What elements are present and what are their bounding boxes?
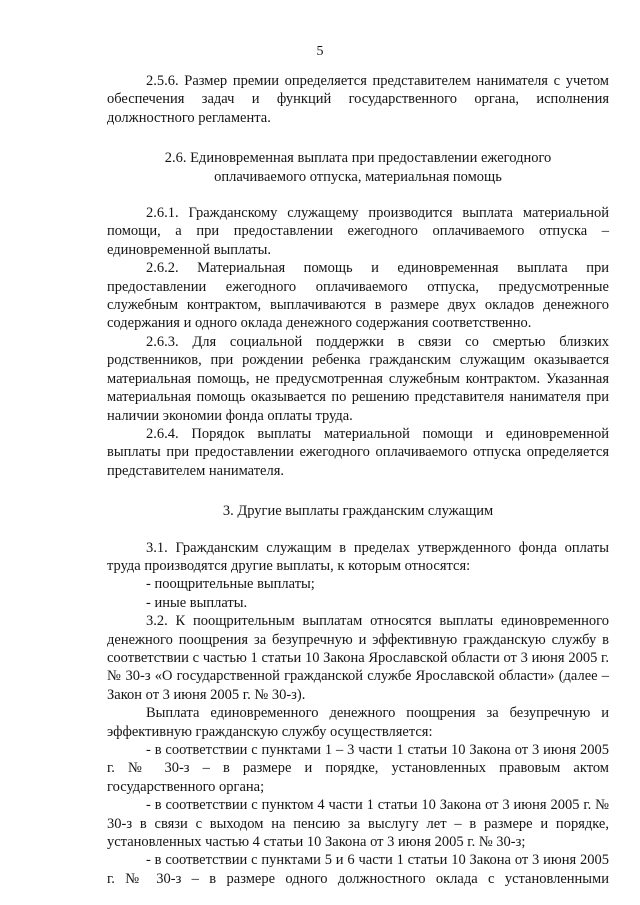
page-number: 5	[316, 44, 324, 59]
section-heading-3-wrapper	[107, 502, 609, 520]
paragraph-2-6-4: 2.6.4. Порядок выплаты материальной помощи и единовременной выплаты при предоставлении ежегодного оплачиваемого отпуска определяется представителем нанимателя.	[107, 425, 609, 479]
paragraph-point-4: - в соответствии с пунктом 4 части 1 статьи 10 Закона от 3 июня 2005 г. № 30-з в связи с выходом на пенсию за выслугу лет – в размере и порядке, установленных частью 4 статьи 10 Закона от 3 июня 2005 г. № 30-з;	[107, 797, 609, 851]
section-heading-2-6-line-1: 2.6. Единовременная выплата при предоставлении ежегодного	[164, 150, 552, 167]
paragraph-payment-conditions: Выплата единовременного денежного поощрения за безупречную и эффективную гражданскую службу осуществляется:	[107, 705, 609, 740]
paragraph-points-1-3: - в соответствии с пунктами 1 – 3 части 1 статьи 10 Закона от 3 июня 2005 г. № 30-з – в размере и порядке, установленных правовым актом государственного органа;	[107, 742, 609, 795]
section-heading-2-6-line-2: оплачиваемого отпуска, материальная помощь	[214, 168, 502, 185]
paragraph-2-6-2: 2.6.2. Материальная помощь и единовременная выплата при предоставлении ежегодного оплачиваемого отпуска, предусмотренные служебным контрактом, выплачиваются в размере двух окладов денежного содержания и одного оклада денежного содержания соответственно.	[107, 260, 609, 332]
section-heading-2-6	[107, 149, 609, 186]
paragraph-points-5-6: - в соответствии с пунктами 5 и 6 части 1 статьи 10 Закона от 3 июня 2005 г. № 30-з – в размере одного должностного оклада с установленными	[107, 852, 609, 887]
paragraph-3-1: 3.1. Гражданским служащим в пределах утвержденного фонда оплаты труда производятся другие выплаты, к которым относятся:	[107, 539, 609, 574]
list-item-other-payments: - иные выплаты.	[146, 594, 248, 611]
list-item-incentive-payments: - поощрительные выплаты;	[146, 576, 315, 593]
paragraph-3-2: 3.2. К поощрительным выплатам относятся выплаты единовременного денежного поощрения за безупречную и эффективную гражданскую службу в соответствии с частью 1 статьи 10 Закона Ярославской области от 3 июня 2005 г. № 30-з «О государственной гражданской службе Ярославской области» (далее – Закон от 3 июня 2005 г. № 30-з).	[107, 613, 609, 703]
paragraph-2-6-3: 2.6.3. Для социальной поддержки в связи со смертью близких родственников, при рождении ребенка гражданским служащим оказывается материальная помощь, не предусмотренная служебным контрактом. Указанная материальная помощь оказывается по решению представителя нанимателя при наличии экономии фонда оплаты труда.	[107, 333, 609, 424]
paragraph-2-5-6: 2.5.6. Размер премии определяется представителем нанимателя с учетом обеспечения задач и функций государственного органа, исполнения должностного регламента.	[107, 73, 609, 126]
section-heading-3: 3. Другие выплаты гражданским служащим	[222, 503, 494, 520]
document-body	[107, 72, 609, 888]
paragraph-2-6-1: 2.6.1. Гражданскому служащему производится выплата материальной помощи, а при предоставлении ежегодного оплачиваемого отпуска – единовременной выплаты.	[107, 205, 609, 258]
